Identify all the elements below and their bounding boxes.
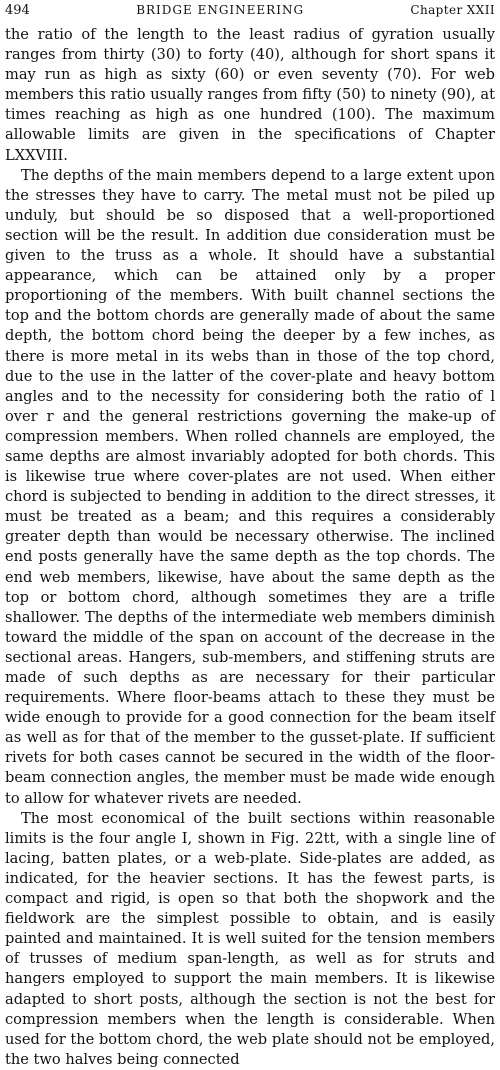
- paragraph-continued: the ratio of the length to the least radius of gyration usually ranges from thirty (30) to forty (40), although for short spans it may run as high as sixty (60) or even seventy (70). For web members this ratio usually ranges from fifty (50) to ninety (90), at times reaching as high as one hundred (100). The maximum allowable limits are given in the specifications of Chapter LXXVIII.: [5, 26, 495, 164]
- paragraph-member-depths: The depths of the main members depend to a large extent upon the stresses they have to carry. The metal must not be piled up unduly, but should be so disposed that a well-proportioned section will be the result. In addition due consideration must be given to the truss as a whole. It should have a substantial appearance, which can be attained only by a proper proportioning of the members. With built channel sections the top and the bottom chords are generally made of about the same depth, the bottom chord being the deeper by a few inches, as there is more metal in its webs than in those of the top chord, due to the use in the latter of the cover-plate and heavy bottom angles and to the necessity for considering both the ratio of l over r and the general restrictions governing the make-up of compression members. When rolled channels are employed, the same depths are almost invariably adopted for both chords. This is likewise true where cover-plates are not used. When either chord is subjected to bending in addition to the direct stresses, it must be treated as a beam; and this requires a considerably greater depth than would be necessary otherwise. The inclined end posts generally have the same depth as the top chords. The end web members, likewise, have about the same depth as the top or bottom chord, although sometimes they are a trifle shallower. The depths of the intermediate web members diminish toward the middle of the span on account of the decrease in the sectional areas. Hangers, sub-members, and stiffening struts are made of such depths as are necessary for their particular requirements. Where floor-beams attach to these they must be wide enough to provide for a good connection for the beam itself as well as for that of the member to the gusset-plate. If sufficient rivets for both cases cannot be secured in the width of the floor-beam connection angles, the member must be made wide enough to allow for whatever rivets are needed.: [5, 166, 495, 807]
- page-number: 494: [5, 3, 30, 18]
- running-head: [5, 2, 495, 19]
- running-title: BRIDGE ENGINEERING: [136, 3, 305, 17]
- body-text: [5, 25, 495, 1070]
- paragraph-four-angle-section: The most economical of the built sections within reasonable limits is the four angle I, shown in Fig. 22tt, with a single line of lacing, batten plates, or a web-plate. Side-plates are added, as indicated, for the heavier sections. It has the fewest parts, is compact and rigid, is open so that both the shopwork and the fieldwork are the simplest possible to obtain, and is easily painted and maintained. It is well suited for the tension members of trusses of medium span-length, as well as for struts and hangers employed to support the main members. It is likewise adapted to short posts, although the section is not the best for compression members when the length is considerable. When used for the bottom chord, the web plate should not be employed, the two halves being connected: [5, 809, 495, 1068]
- chapter-label: Chapter XXII: [410, 3, 495, 17]
